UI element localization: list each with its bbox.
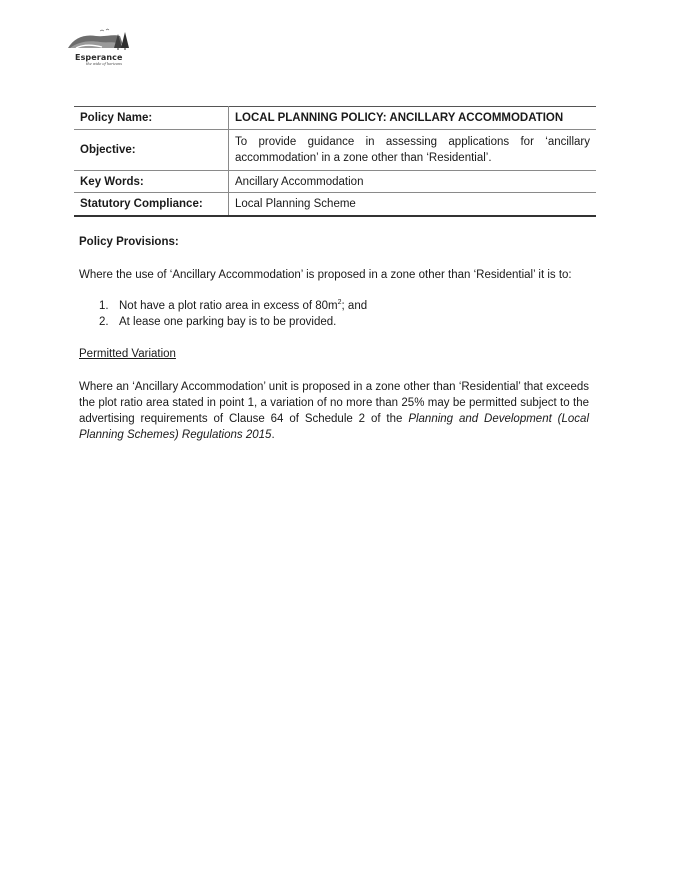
list-item (79, 298, 589, 314)
list-item-number: 2. (99, 316, 109, 328)
statutory-compliance-label: Statutory Compliance: (74, 193, 229, 217)
objective-label: Objective: (74, 130, 229, 171)
key-words-label: Key Words: (74, 171, 229, 193)
table-row-key-words (74, 171, 596, 193)
superscript: 2 (337, 299, 342, 307)
shire-logo (66, 28, 132, 72)
policy-provisions-heading: Policy Provisions: (79, 236, 179, 248)
list-item (79, 314, 589, 330)
policy-name-label: Policy Name: (74, 107, 229, 130)
permitted-variation-text (79, 379, 589, 443)
table-row-statutory-compliance (74, 193, 596, 217)
policy-name-value: LOCAL PLANNING POLICY: ANCILLARY ACCOMMODATION (229, 107, 597, 130)
table-row-objective (74, 130, 596, 171)
provisions-intro: Where the use of ‘Ancillary Accommodation’ is proposed in a zone other than ‘Residential’ it is to: (79, 269, 572, 281)
provisions-list (79, 298, 589, 330)
key-words-value: Ancillary Accommodation (229, 171, 597, 193)
variation-body: Where an ‘Ancillary Accommodation’ unit is proposed in a zone other than ‘Residential’ that exceeds the plot ratio area stated in point 1, a variation of no more than 25% may be permitted subject to the advertising requirements of Clause 64 of Schedule 2 of the (79, 381, 589, 425)
permitted-variation-heading: Permitted Variation (79, 348, 176, 360)
list-item-text-end: ; and (341, 300, 368, 312)
list-item-text: At lease one parking bay is to be provided. (119, 316, 337, 328)
list-item-text: Not have a plot ratio area in excess of 80m (119, 300, 338, 312)
regulations-reference: Planning and Development (Local Planning Schemes) Regulations 2015 (79, 413, 590, 441)
policy-summary-table (74, 106, 596, 217)
logo-wordmark: Esperance (75, 53, 123, 62)
statutory-compliance-value: Local Planning Scheme (229, 193, 597, 217)
objective-value: To provide guidance in assessing applications for ‘ancillary accommodation’ in a zone other than ‘Residential’. (229, 130, 597, 171)
variation-end: . (271, 429, 275, 441)
logo-tagline: the wide of horizons (86, 62, 123, 66)
table-row-policy-name (74, 107, 596, 130)
list-item-number: 1. (99, 300, 109, 312)
policy-body (79, 234, 589, 443)
